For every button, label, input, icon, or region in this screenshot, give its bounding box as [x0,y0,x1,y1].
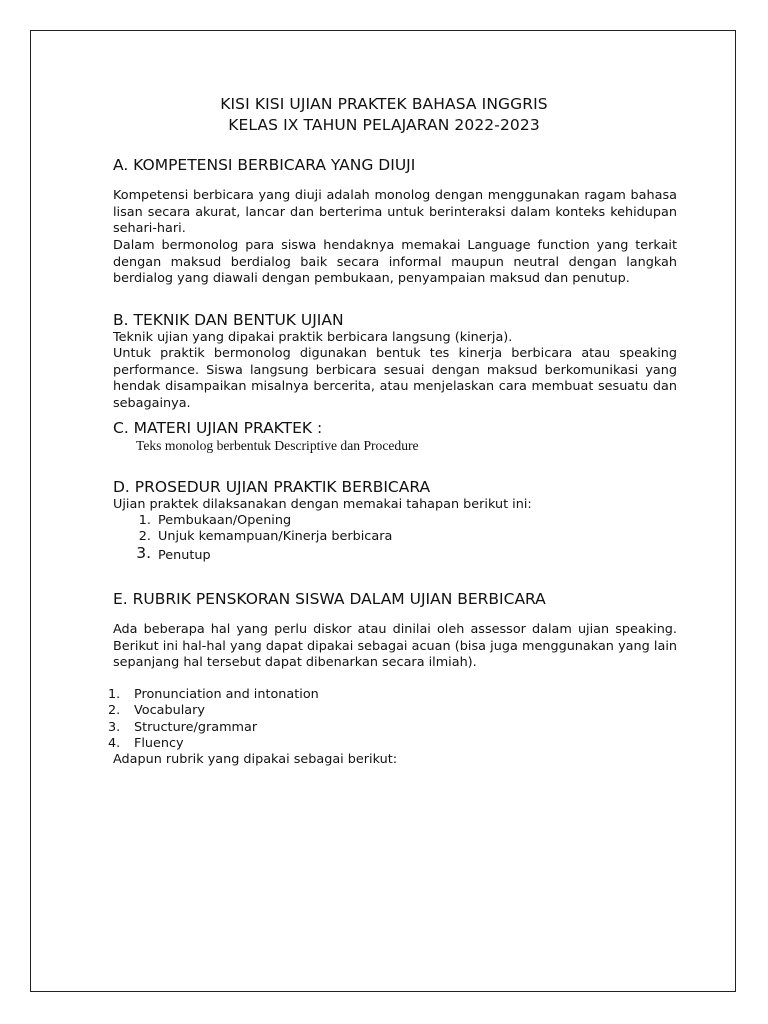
document-title-line-1: KISI KISI UJIAN PRAKTEK BAHASA INGGRIS [220,95,548,113]
list-item-text: Fluency [134,736,184,751]
section-c-line: Teks monolog berbentuk Descriptive dan Procedure [136,438,419,453]
section-e-closing: Adapun rubrik yang dipakai sebagai berikut: [113,752,398,767]
list-item-text: Vocabulary [134,703,205,718]
section-b-heading: B. TEKNIK DAN BENTUK UJIAN [113,311,344,329]
document-title-line-2: KELAS IX TAHUN PELAJARAN 2022-2023 [228,116,540,134]
list-item-text: Pembukaan/Opening [158,513,292,528]
list-item-number: 2. [138,529,151,544]
section-a-paragraph-1: Kompetensi berbicara yang diuji adalah monolog dengan menggunakan ragam bahasa lisan secara akurat, lancar dan berterima untuk berinteraksi dalam konteks kehidupan sehari-hari. [113,188,677,237]
section-c-heading: C. MATERI UJIAN PRAKTEK : [113,419,323,437]
list-item-number: 3. [136,544,151,562]
list-item-text: Pronunciation and intonation [134,687,319,702]
list-item-number: 2. [108,703,121,718]
section-b-paragraph: Untuk praktik bermonolog digunakan bentuk tes kinerja berbicara atau speaking performance. Siswa langsung berbicara sesuai dengan maksud berkomunikasi yang hendak disampaikan misalnya bercerita, atau menjelaskan cara membuat sesuatu dan sebagainya. [113,346,677,411]
section-d-heading: D. PROSEDUR UJIAN PRAKTIK BERBICARA [113,478,431,496]
list-item-number: 1. [108,687,121,702]
list-item-text: Unjuk kemampuan/Kinerja berbicara [158,529,393,544]
list-item-number: 3. [108,720,121,735]
section-a-heading: A. KOMPETENSI BERBICARA YANG DIUJI [113,156,416,174]
list-item-text: Structure/grammar [134,720,258,735]
section-e-paragraph: Ada beberapa hal yang perlu diskor atau dinilai oleh assessor dalam ujian speaking. Berikut ini hal-hal yang dapat dipakai sebagai acuan (bisa juga menggunakan yang lain sepanjang hal tersebut dapat dibenarkan secara ilmiah). [113,622,677,671]
list-item-number: 4. [108,736,121,751]
list-item-text: Penutup [158,548,211,563]
list-item-number: 1. [138,513,151,528]
section-b-line: Teknik ujian yang dipakai praktik berbicara langsung (kinerja). [113,330,513,345]
section-d-intro: Ujian praktek dilaksanakan dengan memakai tahapan berikut ini: [113,497,532,512]
section-a-paragraph-2: Dalam bermonolog para siswa hendaknya memakai Language function yang terkait dengan maksud berdialog baik secara informal maupun neutral dengan langkah berdialog yang diawali dengan pembukaan, penyampaian maksud dan penutup. [113,238,677,287]
section-e-heading: E. RUBRIK PENSKORAN SISWA DALAM UJIAN BERBICARA [113,590,546,608]
